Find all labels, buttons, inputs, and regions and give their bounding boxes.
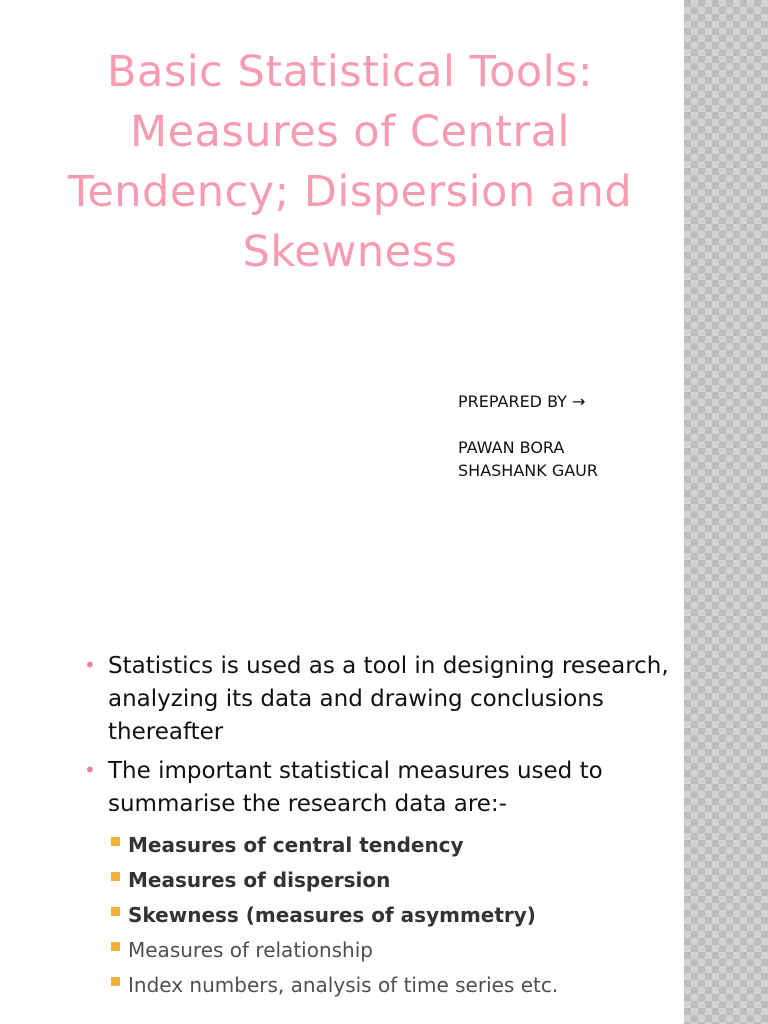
slide-title: Basic Statistical Tools: Measures of Central Tendency; Dispersion and Skewness [67,47,633,277]
sub-bullet-text: Measures of dispersion [128,868,391,892]
sub-bullet-list [104,828,558,1003]
bullet-item [80,650,720,749]
square-bullet-icon [111,942,120,951]
sub-bullet-text: Measures of relationship [128,938,373,962]
sub-bullet-text: Measures of central tendency [128,833,464,857]
decorative-side-pattern [684,0,768,1024]
author-name: SHASHANK GAUR [458,461,598,480]
bullet-dot-icon: • [84,758,96,782]
sub-bullet-item [104,828,558,863]
bullet-list [80,650,720,827]
sub-bullet-item [104,933,558,968]
prepared-by-label: PREPARED BY → [458,392,586,411]
bullet-text: The important statistical measures used to summarise the research data are:- [108,758,603,817]
sub-bullet-text: Index numbers, analysis of time series etc. [128,973,559,997]
author-name: PAWAN BORA [458,438,565,457]
square-bullet-icon [111,837,120,846]
sub-bullet-item [104,863,558,898]
bullet-text: Statistics is used as a tool in designing research, analyzing its data and drawing conclusions thereafter [108,653,669,745]
sub-bullet-item [104,968,558,1003]
bullet-item [80,755,720,821]
sub-bullet-text: Skewness (measures of asymmetry) [128,903,536,927]
sub-bullet-item [104,898,558,933]
square-bullet-icon [111,977,120,986]
credits-block [458,390,678,482]
square-bullet-icon [111,907,120,916]
bullet-dot-icon: • [84,653,96,677]
square-bullet-icon [111,872,120,881]
